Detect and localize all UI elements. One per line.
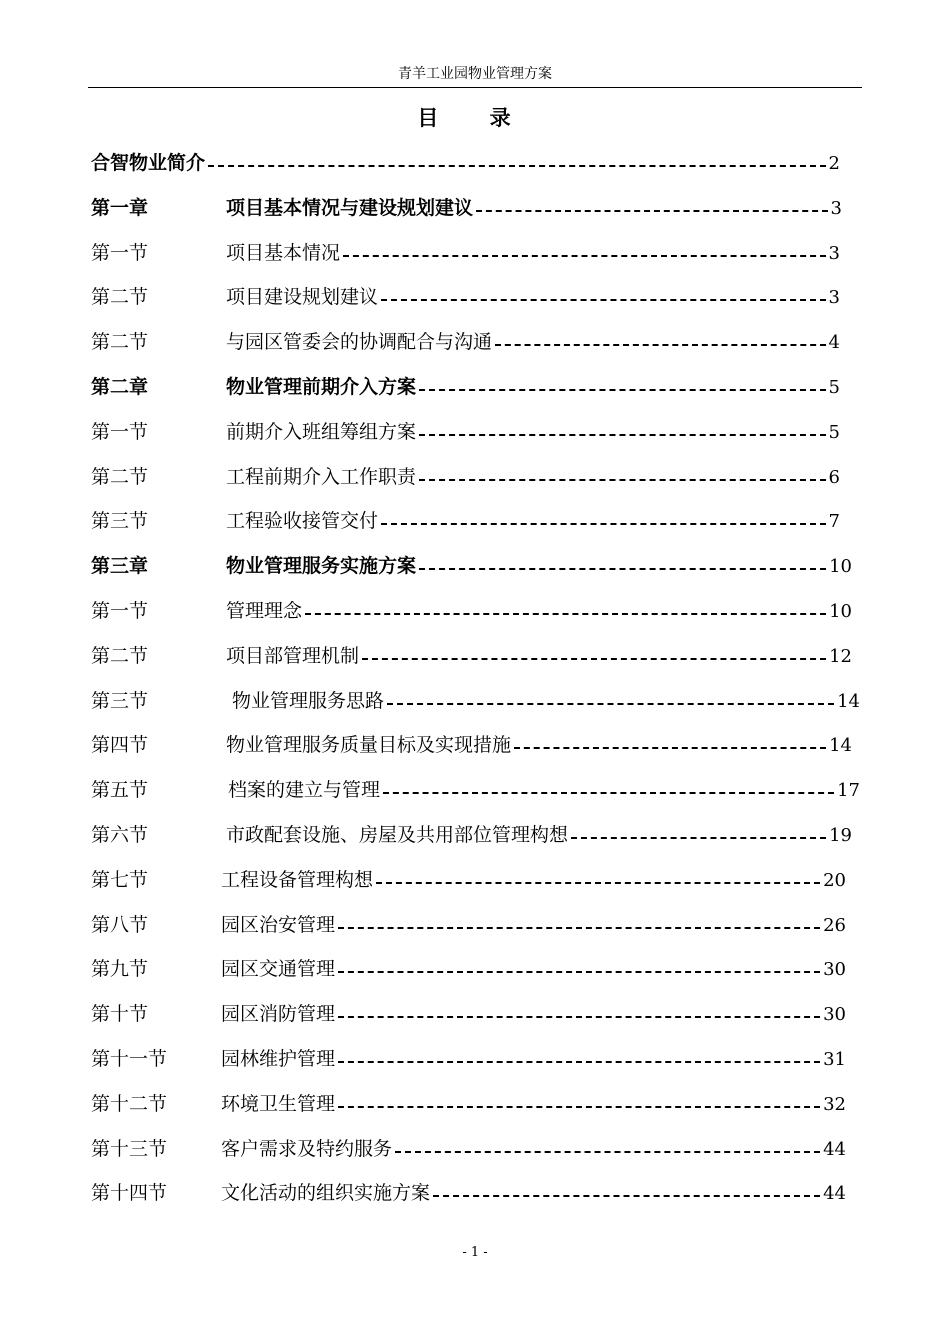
toc-entry — [0, 1044, 950, 1074]
toc-entry-title: 市政配套设施、房屋及共用部位管理构想 — [226, 824, 569, 846]
toc-entry-page: 3 — [828, 242, 840, 264]
toc-entry-title: 园林维护管理 — [221, 1048, 336, 1070]
toc-entry-title: 项目基本情况 — [226, 241, 341, 264]
toc-entry-title: 前期介入班组筹组方案 — [226, 420, 417, 443]
toc-title: 目 录 — [417, 105, 533, 130]
toc-entry-number: 第二节 — [91, 286, 149, 309]
toc-entry-title: 客户需求及特约服务 — [221, 1137, 393, 1160]
toc-entry-page: 10 — [829, 601, 852, 622]
toc-entry-title: 合智物业简介 — [91, 152, 206, 174]
toc-leader-dashes — [343, 255, 826, 257]
toc-entry-page: 44 — [823, 1138, 846, 1160]
toc-entry-number: 第二章 — [91, 376, 149, 398]
toc-entry — [0, 148, 950, 178]
toc-leader-dashes — [338, 927, 820, 929]
toc-leader-dashes — [419, 389, 826, 391]
toc-entry-page: 30 — [823, 959, 846, 981]
toc-entry — [0, 1089, 950, 1119]
toc-entry — [0, 910, 950, 940]
toc-entry-page: 26 — [823, 914, 846, 936]
page-number: - 1 - — [462, 1245, 488, 1260]
header-rule — [88, 87, 862, 88]
toc-entry-title: 与园区管委会的协调配合与沟通 — [226, 331, 493, 354]
toc-entry-page: 14 — [837, 690, 860, 712]
toc-entry-number: 第二节 — [91, 331, 149, 354]
toc-leader-dashes — [383, 792, 834, 794]
toc-entry-number: 第十四节 — [91, 1182, 168, 1205]
toc-entry-page: 4 — [828, 332, 840, 354]
toc-entry-number: 第四节 — [91, 734, 149, 757]
toc-entry-title: 工程前期介入工作职责 — [226, 465, 417, 488]
toc-entry-title: 工程验收接管交付 — [226, 510, 379, 533]
toc-entry — [0, 551, 950, 581]
toc-leader-dashes — [381, 299, 826, 301]
toc-leader-dashes — [395, 1151, 820, 1153]
toc-leader-dashes — [381, 523, 826, 525]
toc-entry-number: 第三节 — [91, 689, 149, 712]
toc-entry-title: 项目基本情况与建设规划建议 — [226, 196, 474, 219]
toc-entry-page: 7 — [828, 511, 840, 533]
toc-entry — [0, 596, 950, 626]
toc-entry — [0, 954, 950, 984]
toc-entry-page: 19 — [829, 825, 852, 846]
toc-entry-title: 物业管理服务实施方案 — [226, 555, 417, 578]
toc-leader-dashes — [305, 613, 826, 615]
toc-entry-number: 第一章 — [91, 196, 149, 219]
toc-entry-title: 档案的建立与管理 — [228, 779, 381, 802]
toc-entry-page: 6 — [828, 466, 840, 488]
toc-leader-dashes — [376, 882, 820, 884]
toc-entry-page: 17 — [837, 780, 860, 802]
toc-leader-dashes — [387, 703, 834, 705]
toc-entry-page: 44 — [823, 1183, 846, 1205]
toc-entry — [0, 506, 950, 536]
toc-entry-title: 园区消防管理 — [221, 1003, 336, 1026]
toc-entry-page: 3 — [830, 197, 842, 219]
toc-leader-dashes — [514, 747, 826, 749]
toc-entry-number: 第一节 — [91, 241, 149, 264]
toc-entry — [0, 775, 950, 805]
toc-entry-page: 3 — [828, 287, 840, 309]
toc-leader-dashes — [362, 658, 826, 660]
toc-entry-page: 14 — [829, 735, 852, 757]
toc-entry-number: 第十一节 — [91, 1048, 168, 1070]
toc-leader-dashes — [433, 1195, 820, 1197]
toc-leader-dashes — [208, 165, 826, 167]
toc-entry-number: 第三章 — [91, 555, 149, 578]
toc-entry-title: 项目部管理机制 — [226, 644, 360, 667]
toc-entry-title: 项目建设规划建议 — [226, 286, 379, 309]
toc-entry-number: 第六节 — [91, 824, 149, 846]
toc-entry-page: 20 — [823, 869, 846, 891]
toc-entry-title: 物业管理前期介入方案 — [226, 376, 417, 398]
toc-leader-dashes — [476, 210, 828, 212]
running-header: 青羊工业园物业管理方案 — [398, 66, 552, 82]
toc-entry-page: 30 — [823, 1004, 846, 1026]
toc-entry-title: 园区交通管理 — [221, 958, 336, 981]
toc-entry — [0, 327, 950, 357]
toc-entry-number: 第三节 — [91, 510, 149, 533]
toc-leader-dashes — [495, 344, 826, 346]
toc-entry — [0, 372, 950, 402]
toc-entry-number: 第一节 — [91, 420, 149, 443]
toc-entry-number: 第一节 — [91, 600, 149, 622]
toc-entry-page: 5 — [828, 421, 840, 443]
toc-leader-dashes — [338, 1016, 820, 1018]
toc-entry-number: 第九节 — [91, 958, 149, 981]
toc-leader-dashes — [571, 837, 826, 839]
toc-entry — [0, 282, 950, 312]
toc-entry — [0, 730, 950, 760]
toc-leader-dashes — [419, 434, 826, 436]
toc-entry — [0, 999, 950, 1029]
toc-entry-number: 第二节 — [91, 644, 149, 667]
toc-entry-page: 12 — [829, 645, 852, 667]
toc-entry-title: 园区治安管理 — [221, 913, 336, 936]
toc-entry-title: 管理理念 — [226, 600, 303, 622]
toc-entry-page: 32 — [823, 1093, 846, 1115]
toc-entry — [0, 865, 950, 895]
toc-entry-page: 31 — [823, 1049, 846, 1070]
toc-entry-page: 5 — [828, 377, 840, 398]
toc-entry-page: 10 — [829, 556, 852, 578]
toc-entry-number: 第五节 — [91, 779, 149, 802]
toc-entry — [0, 193, 950, 223]
toc-entry-title: 物业管理服务思路 — [232, 689, 385, 712]
toc-leader-dashes — [338, 1061, 820, 1063]
toc-entry — [0, 641, 950, 671]
toc-entry — [0, 1178, 950, 1208]
toc-leader-dashes — [338, 1106, 820, 1108]
toc-entry-title: 环境卫生管理 — [221, 1092, 336, 1115]
toc-entry — [0, 462, 950, 492]
toc-entry-number: 第十节 — [91, 1003, 149, 1026]
toc-entry-number: 第十二节 — [91, 1092, 168, 1115]
toc-entry — [0, 686, 950, 716]
toc-leader-dashes — [419, 568, 826, 570]
toc-entry-title: 工程设备管理构想 — [221, 868, 374, 891]
toc-entry-number: 第十三节 — [91, 1137, 168, 1160]
toc-entry-number: 第二节 — [91, 465, 149, 488]
toc-entry-page: 2 — [828, 153, 840, 174]
toc-entry — [0, 820, 950, 850]
toc-entry — [0, 1134, 950, 1164]
toc-entry — [0, 238, 950, 268]
toc-entry-number: 第七节 — [91, 868, 149, 891]
toc-entry-title: 文化活动的组织实施方案 — [221, 1182, 431, 1205]
toc-entry-title: 物业管理服务质量目标及实现措施 — [226, 734, 512, 757]
toc-entry — [0, 417, 950, 447]
toc-leader-dashes — [338, 971, 820, 973]
toc-entry-number: 第八节 — [91, 913, 149, 936]
toc-leader-dashes — [419, 479, 826, 481]
